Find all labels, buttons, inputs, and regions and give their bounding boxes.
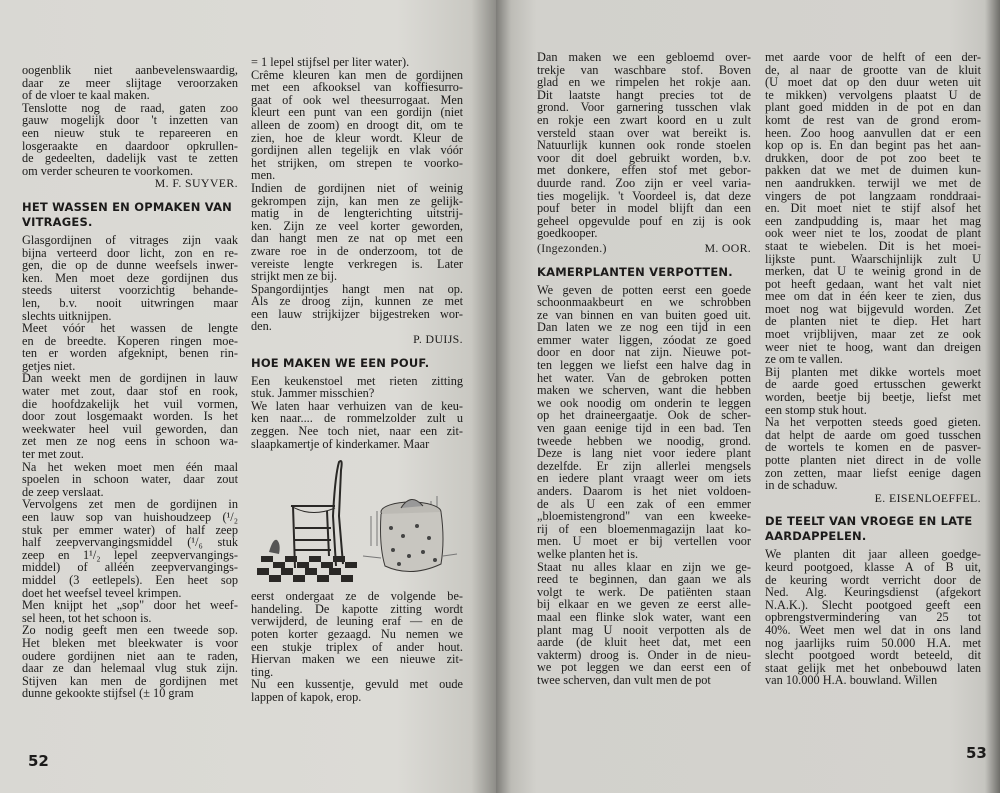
text-line: slaapkamertje of kinderkamer. Maar [251,436,430,451]
text-line: men. [251,168,276,183]
paragraph [22,461,238,499]
text-line: volgt te werk. De patiënten staan [537,584,751,599]
paragraph [765,548,981,687]
text-line: geheel opgevulde pouf en zij is ook [537,213,751,228]
text-line: Dan maken we een gebloemd over- [537,50,751,64]
text-line: vingers de pot langzaam ronddraai- [765,188,981,203]
text-line: dan hangt men ze nat op met een [251,231,463,246]
heading-line: HOE MAKEN WE EEN POUF. [251,355,430,370]
text-line: Dan weekt men de gordijnen in lauw [22,371,238,386]
text-line: zet men ze nog eens in schoon wa- [22,434,238,449]
text-line: de gedeelten, dadelijk vast te zetten [22,151,238,166]
text-line: de, al naar de grootte van de kluit [765,62,981,77]
text-line: half zeepvervangingsmiddel (¹/₆ stuk [22,535,238,550]
text-line: Zo nodig geeft men een tweede sop. [22,623,238,638]
text-line: N.A.K.). Slecht pootgoed geeft een [765,597,981,612]
text-line: poten korter gezaagd. Nu nemen we [251,627,463,641]
text-line: men. U moet er bij vertellen voor [537,534,751,549]
author-signature: M. F. SUYVER. [154,176,238,191]
column-1 [22,64,238,700]
column-2 [251,56,463,704]
text-line: Tenslotte nog de raad, gaten zoo [22,100,238,115]
text-line: dezelfde. Er zijn allerlei mengsels [537,458,751,473]
chair [291,461,343,568]
author-signature: P. DUIJS. [413,332,463,347]
text-line: ven gaan eenige tijd in een bad. Ten [537,421,751,436]
text-line: weer niet te hoog, want dan dreigen [765,339,981,354]
text-line: een lauw sop van huishoudzeep (¹/₂ [22,510,238,524]
text-line: met aarde voor de helft of een der- [765,50,981,64]
paragraph [22,498,238,599]
section-heading [22,200,238,230]
heading-line: HET WASSEN EN OPMAKEN VAN [22,199,233,214]
text-line: nen aandrukken. terwijl we met de [765,175,981,190]
text-line: in de schaduw. [765,478,838,493]
text-line: Glasgordijnen of vitrages zijn vaak [22,232,238,247]
text-line: Als ze droog zijn, kunnen ze met [251,294,463,309]
text-line: drukken, door de pot zoo beet te [765,150,981,165]
text-line: 40%. Weet men wel dat in ons land [765,622,981,637]
text-line: ze om te vallen. [765,352,843,367]
text-line: ken. Men moet deze gordijnen dus [22,270,238,285]
text-line: daar ze meer slijtage veroorzaken [22,75,238,90]
author-signature: E. EISENLOEFFEL. [874,490,981,505]
text-line: middel) of alléén zeepvervangings- [22,560,238,575]
paragraph [251,283,463,333]
text-line: tweede hebben we noodig, grond. [537,433,751,448]
text-line: en iedere plant vraagt weer om iets [537,471,751,486]
text-line: ken naar.... de rommelzolder zult u [251,411,463,426]
text-line: opbrengstvermindering van 25 tot [765,610,981,625]
text-line: en de breedte. Koperen ringen moe- [22,333,238,348]
text-line: een stukje triplex of ander hout. [251,639,463,654]
text-line: potte planten niet direct in de volle [765,453,981,467]
text-line: daar ze dan helemaal vlug stuk zijn. [22,661,238,676]
text-line: Na het verpotten steeds goed gieten. [765,415,981,430]
text-line: van 10.000 H.A. bouwland. Willen [765,673,938,688]
text-line: zeggen. Nee toch niet, naar een zit- [251,424,463,439]
text-line: een stomp stuk hout. [765,402,867,417]
text-line: den. [251,319,272,334]
text-line: een nieuw stuk te repareeren en [22,125,238,140]
text-line: pouf beter in model blijft dan een [537,201,751,216]
text-line: die hoofdzakelijk het vuil vormen, [22,396,238,411]
text-line: we pot leggen we dan eerst een of [537,660,751,675]
text-line: op het draineergaatje. Ook de scher- [537,408,751,423]
illustration [251,456,463,584]
text-line: weekwater heel vuil geworden, dan [22,421,238,436]
paragraph [537,561,751,687]
text-line: ook weer niet te los, zoodat de plant [765,226,981,241]
text-line: steeds uiterst voorzichtig behande- [22,283,238,298]
paragraph [22,599,238,624]
heading-line: DE TEELT VAN VROEGE EN LATE [765,514,973,529]
text-line: reed te beginnen, dan gaan we als [537,572,751,587]
text-line: Een keukenstoel met rieten zitting [251,373,463,388]
text-line: door en door nat zijn. Nieuwe pot- [537,345,751,360]
text-line: kop op is. En dan begint pas het aan- [765,138,981,153]
text-line: de keuring wordt verricht door de [765,572,981,587]
text-line: vakterm) droog is. Onder in de nieu- [537,647,751,662]
text-line: ting. [251,664,274,679]
text-line: gordijnen allen tegelijk en vlak vóór [251,143,463,158]
text-line: len, b.v. nooit uitwringen maar [22,295,238,310]
small-figure [269,540,280,554]
text-line: de als U een zak of een emmer [537,496,751,511]
text-line: gaat of ook wel theesurrogaat. Men [251,92,463,107]
text-line: getjes niet. [22,358,76,373]
text-line: middel (3 eetlepels). Een heet sop [22,572,238,587]
text-line: vereiste lengte verkregen is. Later [251,256,463,271]
paragraph [22,372,238,460]
text-line: doet het weefsel teveel krimpen. [22,585,182,600]
text-line: ze van binnen en van buiten goed uit. [537,307,751,322]
text-line: stuk per emmer water) of half zeep [22,522,238,537]
text-line: verwijderd, de leuning eraf — en de [251,614,463,629]
text-line: het strijken, om strepen te voorko- [251,155,463,170]
text-line: We geven de potten eerst een goede [537,282,751,297]
paragraph [765,366,981,416]
paragraph [22,64,238,102]
page-number-left: 52 [28,752,49,770]
text-line: zeep en 1¹/₂ lepel zeepvervangings- [22,547,238,562]
paragraph [251,590,463,678]
text-line: Het bleken met bleekwater is voor [22,635,238,650]
text-line: schoonmaakbeurt en we schrobben [537,295,751,310]
text-line: en rokje een zwart koord en u zult [537,112,751,127]
text-line: twee scherven, dan vult men de pot [537,672,711,687]
text-line: matig in de lengterichting uitstrij- [251,206,463,221]
text-line: zien, hoe de kleur wordt. Kleur de [251,130,463,145]
text-line: Meet vóór het wassen de lengte [22,321,238,336]
text-line: om verder scheuren te voorkomen. [22,163,194,178]
author-signature: M. OOR. [704,240,751,255]
text-line: keurd pootgoed, klasse A of B uit, [765,559,981,574]
heading-line: KAMERPLANTEN VERPOTTEN. [537,264,733,279]
text-line: Indien de gordijnen niet of weinig [251,180,463,195]
text-line: Dit laatste hangt precies tot de [537,87,751,102]
text-line: een lauw strijkijzer bijgestreken wor- [251,306,463,321]
text-line: Spangordijntjes hangt men nat op. [251,281,463,296]
text-line: versteld staan over wat bereikt is. [537,125,751,140]
text-line: strijkt men ze bij. [251,269,338,284]
text-line: Dan laten we ze nog een tijd in een [537,320,751,335]
paragraph [765,416,981,492]
text-line: We planten dit jaar alleen goedge- [765,547,981,562]
text-line: anders. Daarom is het niet voldoen- [537,484,751,498]
text-line: oudere gordijnen niet aan te raden, [22,648,238,663]
text-line: lijkste punt. Waarschijnlijk zult U [765,251,981,266]
column-3 [537,51,751,687]
text-line: en. Dit moet niet te stijf alsof het [765,201,981,216]
text-line: voor dit doel gebruikt worden, b.v. [537,150,751,165]
paragraph [765,51,981,366]
text-line: spoelen in schoon water, daar zout [22,472,238,487]
paragraph [22,322,238,372]
text-line: pakken dat we met de duimen kun- [765,163,981,178]
text-line: alleen de zoom) en droogt dit, om te [251,117,463,132]
text-line: losgeraakte en daardoor opkrullen- [22,138,238,153]
paragraph [251,182,463,283]
text-line: plant goed midden in de pot en dan [765,100,981,115]
paragraph [22,102,238,178]
text-line: heen. Zoo hoog aanvullen dat er een [765,125,981,140]
text-line: = 1 lepel stijfsel per liter water). [251,55,410,69]
text-line: met een afkooksel van koffiesurro- [251,80,463,95]
text-line: de zeep verslaat. [22,484,104,499]
page-number-right: 53 [966,744,987,762]
text-line: zware roe in de onderzoom, tot de [251,243,463,258]
paragraph [251,69,463,182]
text-line: slechts uitknijpen. [22,308,112,323]
text-line: Hiervan maken we een nieuwe zit- [251,652,463,667]
text-line: staat te wiebelen. Dit is het moei- [765,238,981,253]
submitted-note: (Ingezonden.) [537,240,607,255]
text-line: (U moet dat op den duur weten uit [765,75,981,90]
text-line: Staat nu alles klaar en zijn we ge- [537,559,751,574]
signature-row [537,242,751,255]
text-line: welke planten het is. [537,546,639,561]
paragraph [537,51,751,240]
text-line: We laten haar verhuizen van de keu- [251,398,463,413]
text-line: dunne gekookte stijfsel (± 10 gram [22,686,194,701]
text-line: staat gelijk met het onbebouwd laten [765,660,981,675]
text-line: een zandpudding is, maar het mag [765,213,981,228]
text-line: emmer water liggen, zóodat ze goed [537,332,751,347]
text-line: water met zout, daar stof en rook, [22,384,238,399]
text-line: gekrompen zijn, kan men ze gelijk- [251,193,463,208]
text-line: sel heen, tot het schoon is. [22,610,152,625]
text-line: aarde (de kluit heet dat, met een [537,635,751,650]
paragraph [22,624,238,700]
chair-and-pouf-illustration [251,456,461,584]
text-line: handeling. De kapotte zitting wordt [251,601,463,616]
text-line: de planten niet te diep. Het hart [765,314,981,329]
text-line: of de vloer te kaal maken. [22,88,150,103]
text-line: Natuurlijk kunnen ook ronde stoelen [537,138,751,153]
text-line: maal een flinke slok water, want een [537,609,751,624]
text-line: maken we scherven, want die hebben [537,383,751,398]
text-line: moet vrijblijven, maar zet ze ook [765,327,981,342]
section-heading [765,514,981,544]
text-line: te mikken) vervolgens plaatst U de [765,87,981,102]
text-line: moet nog wat bijgevuld worden. Zet [765,301,981,316]
text-line: nog jaarlijks ruim 50.000 H.A. met [765,635,981,650]
text-line: bijna verteerd door licht, zon en re- [22,245,238,260]
text-line: „bloemistengrond" van een kweeke- [537,509,751,524]
section-heading [537,265,751,280]
text-line: gauw mogelijk door 't inzetten van [22,113,238,128]
text-line: Crême kleuren kan men de gordijnen [251,67,463,82]
text-line: Bij planten met dikke wortels moet [765,364,981,379]
heading-line: AARDAPPELEN. [765,529,867,544]
text-line: merken, dat U te weinig grond in de [765,264,981,279]
text-line: ken. Zijn ze veel korter geworden, [251,218,463,233]
text-line: grond. Voor garnering tusschen vlak [537,100,751,115]
text-line: eerst ondergaat ze de volgende be- [251,589,463,604]
text-line: rij of een bloemenmagazijn laat ko- [537,521,751,536]
text-line: door zout losgemaakt worden. Is het [22,409,238,424]
text-line: pot heeft gedaan, want het valt niet [765,276,981,291]
text-line: de aarde goed ertusschen gewerkt [765,377,981,392]
text-line: ten leggen we liefst een halve dag in [537,358,751,373]
text-line: worden, beetje bij beetje, liefst met [765,390,981,405]
paragraph [251,56,463,69]
text-line: komt de rest van de grond erom- [765,112,981,127]
text-line: Na het weken moet men één maal [22,459,238,474]
text-line: zon zetten, maar liefst eenige dagen [765,465,981,480]
column-4 [765,51,981,687]
text-line: Men knijpt het „sop" door het weef- [22,598,238,613]
text-line: bij elkaar en we geven ze eerst alle- [537,597,751,612]
text-line: dat helpt de aarde om goed tusschen [765,427,981,442]
text-line: Nu een kussentje, gevuld met oude [251,677,463,692]
text-line: plant mag U nooit verpotten als de [537,622,751,637]
text-line: ties mogelijk. 't Voordeel is, dat deze [537,188,751,203]
text-line: stuk. Jammer misschien? [251,386,375,401]
paragraph [22,234,238,322]
text-line: trekje van waschbare stof. Boven [537,62,751,77]
paragraph [251,678,463,703]
pouf [363,496,457,572]
text-line: goedkooper. [537,226,598,241]
text-line: het water. Van de gebroken potten [537,370,751,385]
text-line: Ned. Alg. Keuringsdienst (afgekort [765,585,981,600]
right-page [496,0,1000,793]
text-line: kleurt een punt van een gordijn (niet [251,105,463,120]
text-line: gen, die op de dunne weefsels inwer- [22,258,238,273]
text-line: ten er worden afgeknipt, benen rin- [22,346,238,361]
paragraph [537,284,751,561]
left-page [0,0,496,793]
text-line: met donkere, effen stof met gebor- [537,163,751,178]
text-line: slecht pootgoed wordt beteeld, dit [765,648,981,663]
text-line: de wortels te komen en de pasver- [765,440,981,455]
text-line: ter met zout. [22,447,84,462]
text-line: oogenblik niet aanbevelenswaardig, [22,63,238,77]
paragraph [251,400,463,450]
text-line: duurde rand. Zoo zijn er veel varia- [537,175,751,190]
text-line: lappen of kapok, erop. [251,689,362,704]
text-line: Deze is lang niet voor iedere plant [537,446,751,461]
text-line: we ook noodig om onderin te leggen [537,395,751,410]
section-heading [251,356,463,371]
text-line: mee om dat in één keer te zien, dus [765,289,981,304]
text-line: glad en we rimpelen het rokje aan. [537,75,751,90]
text-line: Vervolgens zet men de gordijnen in [22,497,238,512]
heading-line: VITRAGES. [22,214,93,229]
paragraph [251,375,463,400]
text-line: Stijven kan men de gordijnen met [22,673,238,688]
